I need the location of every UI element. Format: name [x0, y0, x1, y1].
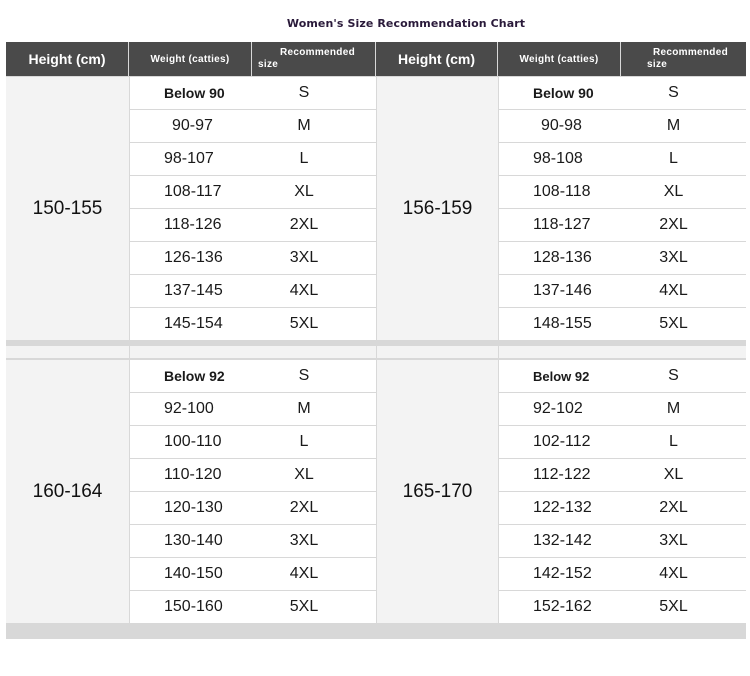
weight-cell: Below 90 — [533, 85, 594, 101]
size-cell: 5XL — [289, 315, 319, 332]
size-cell: XL — [294, 183, 314, 200]
table-row — [130, 492, 376, 524]
height-range-cell: 165-170 — [377, 360, 498, 623]
table-row — [499, 525, 746, 557]
table-row — [499, 591, 746, 623]
weight-cell: 92-102 — [533, 400, 583, 417]
weight-cell: 90-97 — [172, 117, 213, 134]
weight-cell: 137-146 — [533, 282, 592, 299]
size-cell: S — [668, 367, 679, 384]
table-row — [130, 110, 376, 142]
header-height-label: Height (cm) — [28, 51, 106, 67]
table-row — [499, 110, 746, 142]
table-row — [499, 77, 746, 109]
gap-band — [499, 346, 746, 358]
size-cell: 4XL — [659, 565, 688, 582]
table-row — [130, 558, 376, 590]
size-cell: S — [298, 367, 310, 384]
weight-cell: 122-132 — [533, 499, 592, 516]
height-range-cell: 150-155 — [6, 77, 129, 340]
size-chart-table — [6, 42, 746, 639]
weight-cell: 108-118 — [533, 183, 591, 200]
weight-cell: 118-127 — [533, 216, 591, 233]
weight-cell: 128-136 — [533, 249, 592, 266]
weight-cell: 92-100 — [164, 400, 214, 417]
table-row — [130, 591, 376, 623]
size-cell: L — [669, 433, 678, 450]
size-cell: M — [666, 400, 681, 417]
size-cell: S — [298, 84, 310, 101]
height-range-cell: 160-164 — [6, 360, 129, 623]
weight-cell: 118-126 — [164, 216, 222, 233]
weight-cell: 148-155 — [533, 315, 592, 332]
table-row — [130, 393, 376, 425]
size-cell: XL — [663, 183, 684, 200]
weight-cell: 100-110 — [164, 433, 222, 450]
header-recommended-label — [621, 42, 746, 76]
header-recommended-line2: size — [647, 59, 668, 70]
size-cell: XL — [663, 466, 684, 483]
size-cell: 2XL — [289, 216, 319, 233]
table-row — [499, 393, 746, 425]
size-cell: 3XL — [289, 249, 319, 266]
weight-cell: 98-107 — [164, 150, 214, 167]
table-row — [499, 492, 746, 524]
weight-cell: 108-117 — [164, 183, 222, 200]
gap-band — [377, 346, 498, 358]
header-recommended-line1: Recommended — [653, 47, 728, 58]
size-cell: M — [297, 400, 311, 417]
table-row — [130, 459, 376, 491]
weight-cell: 126-136 — [164, 249, 223, 266]
weight-cell: 137-145 — [164, 282, 223, 299]
chart-title: Women's Size Recommendation Chart — [286, 17, 526, 30]
weight-cell: 120-130 — [164, 499, 223, 516]
size-cell: 4XL — [289, 565, 319, 582]
weight-cell: Below 90 — [164, 85, 225, 101]
weight-cell: 132-142 — [533, 532, 592, 549]
table-row — [499, 275, 746, 307]
table-row — [499, 558, 746, 590]
size-cell: 5XL — [659, 598, 688, 615]
table-row — [130, 242, 376, 274]
table-row — [499, 209, 746, 241]
size-cell: 4XL — [659, 282, 688, 299]
size-cell: 3XL — [289, 532, 319, 549]
size-cell: L — [669, 150, 678, 167]
weight-cell: 150-160 — [164, 598, 223, 615]
table-row — [130, 209, 376, 241]
size-cell: 4XL — [289, 282, 319, 299]
weight-cell: 145-154 — [164, 315, 223, 332]
weight-cell: Below 92 — [533, 368, 590, 384]
table-row — [130, 143, 376, 175]
table-row — [130, 426, 376, 458]
header-weight-left — [129, 42, 252, 76]
size-cell: 3XL — [659, 249, 688, 266]
header-height-left — [6, 42, 129, 76]
header-weight-label: Weight (catties) — [150, 53, 230, 65]
size-cell: 5XL — [659, 315, 688, 332]
table-row — [499, 176, 746, 208]
header-recommended-left — [252, 42, 376, 76]
weight-cell: 102-112 — [533, 433, 591, 450]
header-weight-right — [498, 42, 621, 76]
table-row — [499, 426, 746, 458]
table-row — [499, 308, 746, 340]
table-row — [130, 308, 376, 340]
table-row — [130, 176, 376, 208]
table-row — [499, 459, 746, 491]
header-recommended-line1: Recommended — [280, 47, 355, 58]
table-row — [499, 360, 746, 392]
header-height-label: Height (cm) — [398, 51, 475, 67]
size-cell: L — [299, 433, 309, 450]
weight-cell: 140-150 — [164, 565, 223, 582]
weight-cell: 142-152 — [533, 565, 592, 582]
table-row — [130, 360, 376, 392]
gap-band — [130, 346, 376, 358]
size-cell: 5XL — [289, 598, 319, 615]
weight-cell: 152-162 — [533, 598, 592, 615]
header-recommended-label — [252, 42, 375, 76]
height-range-cell: 156-159 — [377, 77, 498, 340]
size-cell: S — [668, 84, 679, 101]
weight-cell: 130-140 — [164, 532, 223, 549]
header-height-right — [376, 42, 498, 76]
header-recommended-line2: size — [258, 59, 279, 70]
weight-cell: 112-122 — [533, 466, 591, 483]
size-cell: 3XL — [659, 532, 688, 549]
size-cell: M — [666, 117, 681, 134]
table-row — [499, 242, 746, 274]
size-cell: M — [297, 117, 311, 134]
size-cell: 2XL — [289, 499, 319, 516]
header-recommended-right — [621, 42, 746, 76]
weight-cell: 98-108 — [533, 150, 583, 167]
table-row — [130, 77, 376, 109]
gap-band — [6, 346, 129, 358]
table-row — [499, 143, 746, 175]
weight-cell: 90-98 — [541, 117, 582, 134]
table-row — [130, 525, 376, 557]
weight-cell: 110-120 — [164, 466, 222, 483]
size-cell: 2XL — [659, 499, 688, 516]
size-cell: L — [299, 150, 309, 167]
weight-cell: Below 92 — [164, 368, 225, 384]
size-cell: 2XL — [659, 216, 688, 233]
header-weight-label: Weight (catties) — [519, 53, 599, 65]
table-row — [130, 275, 376, 307]
size-cell: XL — [294, 466, 314, 483]
